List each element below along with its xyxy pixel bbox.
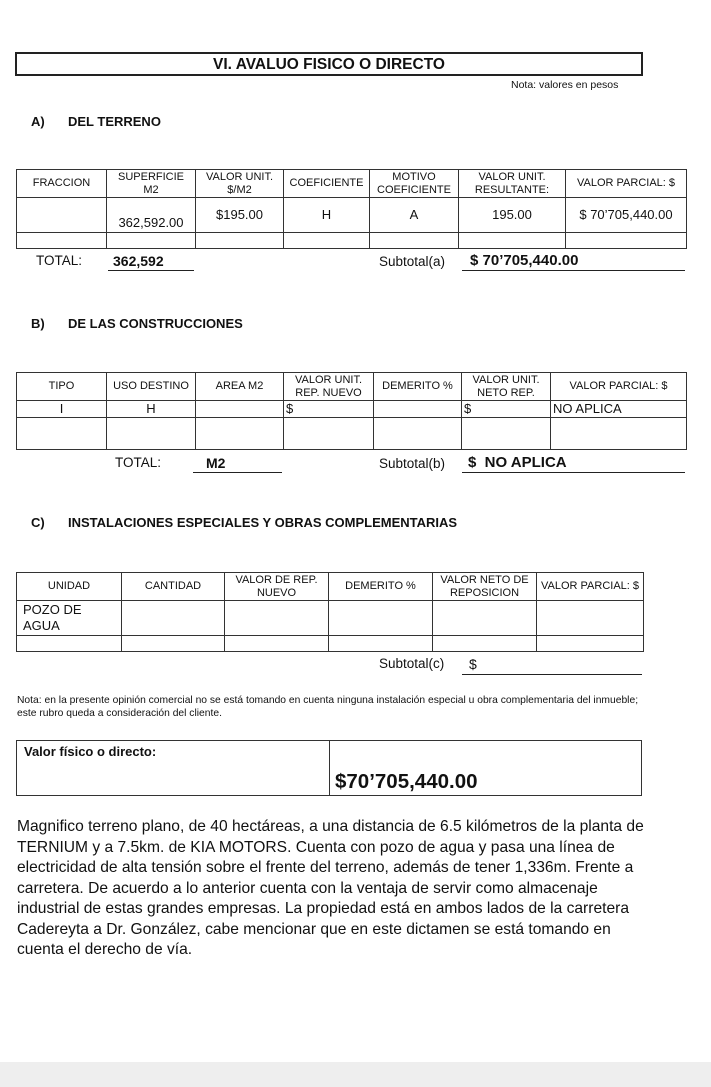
cell-valor-parcial: NO APLICA [551, 401, 687, 418]
subtotal-c-label: Subtotal(c) [379, 656, 445, 671]
valor-fisico-label: Valor físico o directo: [24, 744, 157, 759]
valor-fisico-divider [329, 741, 330, 795]
valor-fisico-box [16, 740, 642, 796]
section-b-letter: B) [31, 316, 45, 331]
subtotal-c-underline [462, 674, 642, 675]
cell-valor-unit: $195.00 [196, 198, 284, 233]
header-uso-destino: USO DESTINO [107, 373, 196, 401]
header-valor-rep-nuevo: VALOR DE REP. NUEVO [225, 573, 329, 601]
cell-unidad: POZO DE AGUA [17, 601, 122, 636]
section-b-heading [31, 316, 243, 331]
subtotal-a-underline [462, 270, 685, 271]
subtotal-b-value: $ NO APLICA [468, 454, 567, 471]
cell-cantidad [122, 601, 225, 636]
construction-table-header [17, 373, 687, 401]
section-a-heading [31, 114, 161, 129]
header-coeficiente: COEFICIENTE [284, 170, 370, 198]
table-row [17, 198, 687, 233]
cell-demerito [374, 401, 462, 418]
header-superficie: SUPERFICIE M2 [107, 170, 196, 198]
cell-superficie: 362,592.00 [107, 198, 196, 233]
section-c-title: INSTALACIONES ESPECIALES Y OBRAS COMPLEMENTARIAS [68, 515, 458, 530]
cell-motivo: A [370, 198, 459, 233]
valor-fisico-value: $70’705,440.00 [335, 770, 478, 793]
subtotal-c-value: $ [469, 656, 477, 672]
currency-note: Nota: valores en pesos [511, 79, 619, 91]
header-valor-unit-resultante: VALOR UNIT. RESULTANTE: [459, 170, 566, 198]
subtotal-a-label: Subtotal(a) [379, 254, 446, 269]
cell-coeficiente: H [284, 198, 370, 233]
land-total-value: 362,592 [113, 253, 164, 269]
header-motivo-coeficiente: MOTIVO COEFICIENTE [370, 170, 459, 198]
header-area: AREA M2 [196, 373, 284, 401]
subtotal-b-underline [462, 472, 685, 473]
cell-valor-rep: $ [284, 401, 374, 418]
installations-table-header [17, 573, 644, 601]
header-tipo: TIPO [17, 373, 107, 401]
construction-table [16, 372, 687, 450]
cell-valor-parcial [537, 601, 644, 636]
land-table [16, 169, 687, 249]
header-valor-parcial: VALOR PARCIAL: $ [551, 373, 687, 401]
table-row [17, 233, 687, 249]
cell-valor-resultante: 195.00 [459, 198, 566, 233]
header-unidad: UNIDAD [17, 573, 122, 601]
cell-fraccion [17, 198, 107, 233]
header-valor-parcial: VALOR PARCIAL: $ [566, 170, 687, 198]
cell-valor-neto [433, 601, 537, 636]
header-valor-neto-reposicion: VALOR NETO DE REPOSICION [433, 573, 537, 601]
cell-valor-rep [225, 601, 329, 636]
table-row [17, 601, 644, 636]
section-c-letter: C) [31, 515, 45, 530]
subtotal-b-label: Subtotal(b) [379, 456, 446, 471]
header-valor-parcial: VALOR PARCIAL: $ [537, 573, 644, 601]
table-row [17, 418, 687, 450]
table-row [17, 636, 644, 652]
header-cantidad: CANTIDAD [122, 573, 225, 601]
section-a-title: DEL TERRENO [68, 114, 161, 129]
construction-total-label: TOTAL: [115, 455, 162, 470]
land-total-label: TOTAL: [36, 253, 83, 268]
cell-demerito [329, 601, 433, 636]
table-row [17, 401, 687, 418]
property-description: Magnifico terreno plano, de 40 hectáreas, a una distancia de 6.5 kilómetros de la planta de TERNIUM y a 7.5km. de KIA MOTORS. Cuenta con pozo de agua y pasa una línea de electricidad de alta tensión sobre el frente del terreno, además de tener 1,336m. Frente a carretera. De acuerdo a lo anterior cuenta con la ventaja de servir como almacenaje industrial de estas grandes empresas. La propiedad está en ambos lados de la carretera Cadereyta a Dr. González, cabe mencionar que en este dictamen se está tomando en cuenta el derecho de vía. [17, 818, 644, 958]
installations-table [16, 572, 644, 652]
header-fraccion: FRACCION [17, 170, 107, 198]
land-total-underline [108, 270, 194, 271]
cell-valor-parcial: $ 70’705,440.00 [566, 198, 687, 233]
cell-area [196, 401, 284, 418]
cell-tipo: I [17, 401, 107, 418]
header-valor-unit: VALOR UNIT. $/M2 [196, 170, 284, 198]
construction-total-value: M2 [206, 455, 226, 471]
section-c-heading [31, 515, 457, 530]
section-a-letter: A) [31, 114, 45, 129]
section-b-title: DE LAS CONSTRUCCIONES [68, 316, 243, 331]
subtotal-a-value: $ 70’705,440.00 [470, 252, 579, 269]
cell-valor-neto: $ [462, 401, 551, 418]
header-demerito: DEMERITO % [374, 373, 462, 401]
header-valor-unit-neto: VALOR UNIT. NETO REP. [462, 373, 551, 401]
land-table-header [17, 170, 687, 198]
cell-uso: H [107, 401, 196, 418]
header-valor-unit-rep: VALOR UNIT. REP. NUEVO [284, 373, 374, 401]
document-title: VI. AVALUO FISICO O DIRECTO [15, 52, 643, 76]
installations-note: Nota: en la presente opinión comercial no se está tomando en cuenta ninguna instalación especial u obra complementaria del inmueble; este rubro queda a consideración del cliente. [17, 695, 639, 719]
header-demerito: DEMERITO % [329, 573, 433, 601]
construction-total-underline [193, 472, 282, 473]
